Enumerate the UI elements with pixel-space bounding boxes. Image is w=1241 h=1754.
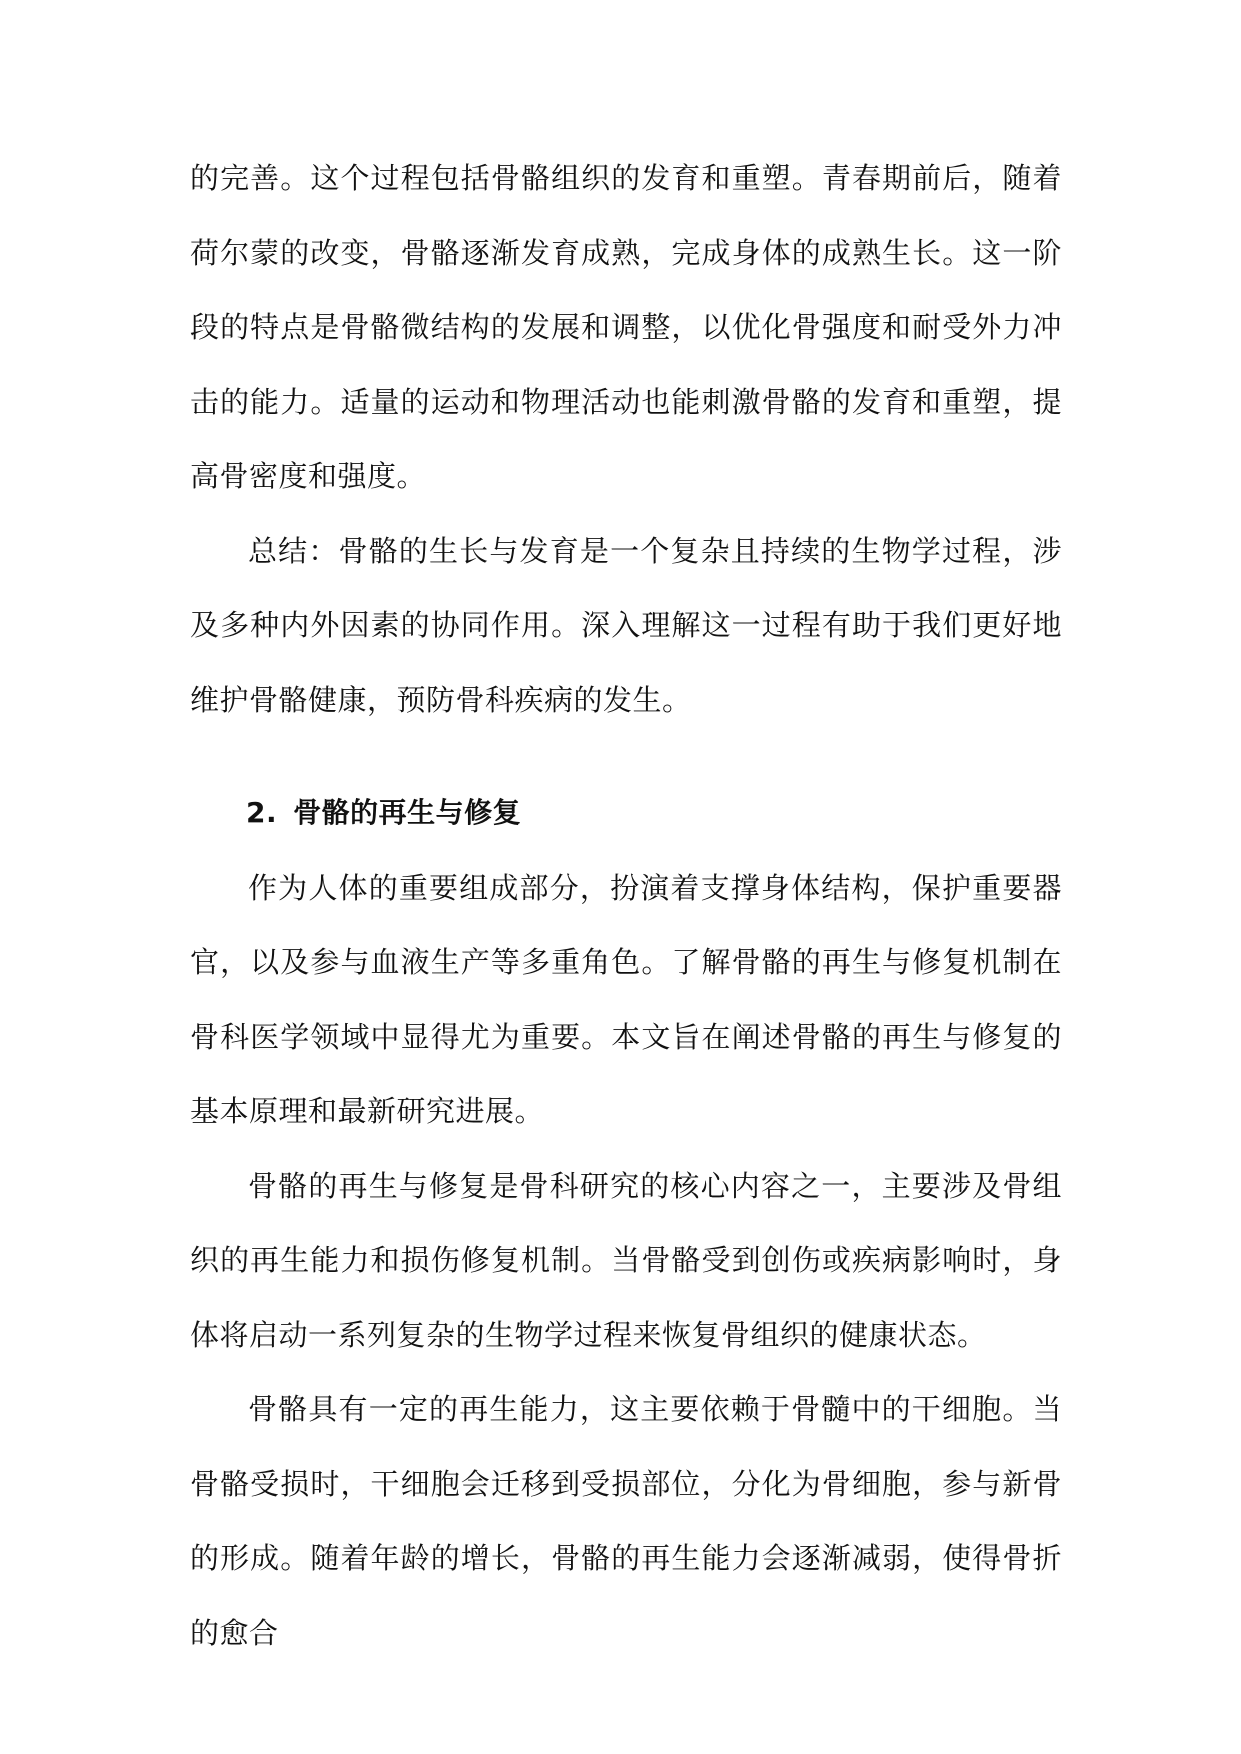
- paragraph-stem-cells: 骨骼具有一定的再生能力，这主要依赖于骨髓中的干细胞。当骨骼受损时，干细胞会迁移到受损部位，分化为骨细胞，参与新骨的形成。随着年龄的增长，骨骼的再生能力会逐渐减弱，使得骨折的愈合: [190, 1392, 1062, 1650]
- paragraph-core-content: 骨骼的再生与修复是骨科研究的核心内容之一，主要涉及骨组织的再生能力和损伤修复机制。当骨骼受到创伤或疾病影响时，身体将启动一系列复杂的生物学过程来恢复骨组织的健康状态。: [190, 1168, 1062, 1352]
- paragraph-summary: 总结：骨骼的生长与发育是一个复杂且持续的生物学过程，涉及多种内外因素的协同作用。深入理解这一过程有助于我们更好地维护骨骼健康，预防骨科疾病的发生。: [190, 533, 1062, 717]
- section-heading: [190, 776, 1062, 851]
- section-spacer: [190, 737, 1062, 776]
- document-body: [190, 141, 1062, 1670]
- paragraph-intro: 作为人体的重要组成部分，扮演着支撑身体结构，保护重要器官，以及参与血液生产等多重角色。了解骨骼的再生与修复机制在骨科医学领域中显得尤为重要。本文旨在阐述骨骼的再生与修复的基本原理和最新研究进展。: [190, 870, 1062, 1128]
- paragraph-hormone-maturation: 的完善。这个过程包括骨骼组织的发育和重塑。青春期前后，随着荷尔蒙的改变，骨骼逐渐发育成熟，完成身体的成熟生长。这一阶段的特点是骨骼微结构的发展和调整，以优化骨强度和耐受外力冲击的能力。适量的运动和物理活动也能刺激骨骼的发育和重塑，提高骨密度和强度。: [190, 161, 1062, 493]
- section-title: 骨骼的再生与修复: [293, 796, 522, 829]
- section-number: 2.: [246, 796, 278, 829]
